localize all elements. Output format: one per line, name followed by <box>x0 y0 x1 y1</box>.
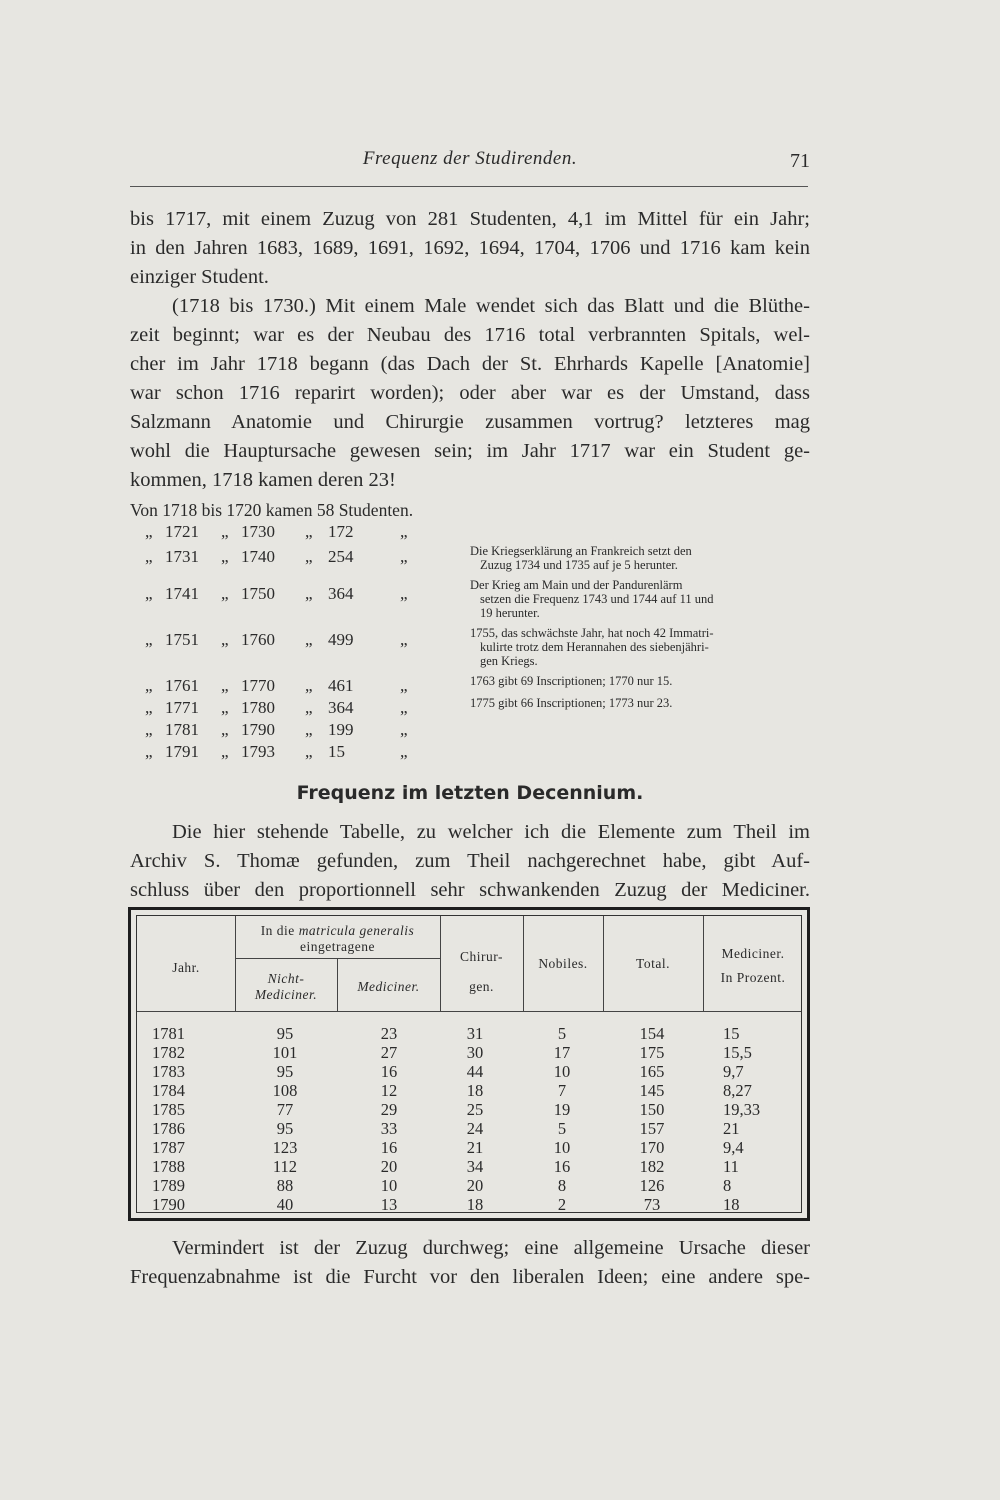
ditto-mark: „ <box>145 698 153 717</box>
student-count: 254 <box>328 547 354 566</box>
ditto-mark: „ <box>400 630 408 649</box>
cell-total: 73 <box>643 1195 661 1214</box>
frequency-intro: Von 1718 bis 1720 kamen 58 Studenten. <box>130 500 414 520</box>
frequency-table <box>128 907 810 1221</box>
ditto-mark: „ <box>400 522 408 541</box>
cell-total: 170 <box>639 1138 665 1157</box>
cell-nicht-mediciner: 123 <box>272 1138 298 1157</box>
cell-mediciner: 23 <box>380 1024 398 1043</box>
cell-prozent: 8,27 <box>723 1081 752 1100</box>
ditto-mark: „ <box>145 584 153 603</box>
cell-total: 126 <box>639 1176 665 1195</box>
year-to: 1750 <box>241 584 275 603</box>
cell-year: 1787 <box>152 1138 185 1157</box>
cell-mediciner: 12 <box>380 1081 398 1100</box>
running-head <box>130 148 810 178</box>
student-count: 15 <box>328 742 345 761</box>
margin-note <box>470 626 810 668</box>
note-line: Zuzug 1734 und 1735 auf je 5 herunter. <box>480 558 678 572</box>
text-line: cher im Jahr 1718 begann (das Dach der St. Ehrhards Kapelle [Anatomie] <box>130 353 810 375</box>
text-line: schluss über den proportionnell sehr schwankenden Zuzug der Mediciner. <box>130 879 810 901</box>
header-bottom-rule <box>137 1011 801 1012</box>
ditto-mark: „ <box>400 698 408 717</box>
paragraph-2 <box>130 292 810 495</box>
ditto-mark: „ <box>305 522 313 541</box>
year-to: 1793 <box>241 742 275 761</box>
ditto-mark: „ <box>305 720 313 739</box>
cell-chirurgen: 30 <box>466 1043 484 1062</box>
cell-year: 1785 <box>152 1100 185 1119</box>
cell-prozent: 15 <box>723 1024 740 1043</box>
ditto-mark: „ <box>221 742 229 761</box>
header-nicht-2: Mediciner. <box>254 987 318 1002</box>
ditto-mark: „ <box>305 630 313 649</box>
cell-nobiles: 17 <box>553 1043 571 1062</box>
cell-nobiles: 19 <box>553 1100 571 1119</box>
table-row <box>137 1100 801 1119</box>
cell-mediciner: 27 <box>380 1043 398 1062</box>
cell-chirurgen: 44 <box>466 1062 484 1081</box>
header-matricula-italic: matricula generalis <box>298 923 415 938</box>
cell-nicht-mediciner: 88 <box>276 1176 294 1195</box>
cell-prozent: 19,33 <box>723 1100 761 1119</box>
year-from: 1771 <box>165 698 199 717</box>
ditto-mark: „ <box>145 522 153 541</box>
cell-nobiles: 16 <box>553 1157 571 1176</box>
header-nicht-mediciner <box>235 971 337 1003</box>
cell-nicht-mediciner: 108 <box>272 1081 298 1100</box>
cell-year: 1788 <box>152 1157 185 1176</box>
year-to: 1770 <box>241 676 275 695</box>
margin-note <box>470 578 810 620</box>
header-chirurgen <box>440 942 523 1002</box>
year-from: 1741 <box>165 584 199 603</box>
cell-nicht-mediciner: 95 <box>276 1119 294 1138</box>
text-line: in den Jahren 1683, 1689, 1691, 1692, 1694, 1704, 1706 und 1716 kam kein <box>130 237 810 259</box>
ditto-mark: „ <box>400 742 408 761</box>
cell-prozent: 8 <box>723 1176 732 1195</box>
cell-year: 1789 <box>152 1176 185 1195</box>
cell-chirurgen: 25 <box>466 1100 484 1119</box>
ditto-mark: „ <box>305 584 313 603</box>
ditto-mark: „ <box>221 630 229 649</box>
cell-year: 1783 <box>152 1062 185 1081</box>
paragraph-4 <box>130 1234 810 1292</box>
year-to: 1730 <box>241 522 275 541</box>
ditto-mark: „ <box>400 676 408 695</box>
cell-prozent: 9,7 <box>723 1062 744 1081</box>
cell-nobiles: 10 <box>553 1062 571 1081</box>
cell-total: 165 <box>639 1062 665 1081</box>
header-matricula <box>235 923 440 955</box>
header-pct-2: In Prozent. <box>720 970 786 985</box>
cell-nicht-mediciner: 95 <box>276 1062 294 1081</box>
year-to: 1790 <box>241 720 275 739</box>
ditto-mark: „ <box>305 742 313 761</box>
cell-year: 1784 <box>152 1081 185 1100</box>
header-matricula-pre: In die <box>260 923 295 938</box>
ditto-mark: „ <box>305 547 313 566</box>
ditto-mark: „ <box>221 676 229 695</box>
ditto-mark: „ <box>400 584 408 603</box>
margin-note <box>470 544 810 572</box>
ditto-mark: „ <box>305 676 313 695</box>
year-from: 1781 <box>165 720 199 739</box>
text-line: (1718 bis 1730.) Mit einem Male wendet sich das Blatt und die Blüthe- <box>172 295 810 317</box>
text-line: wohl die Hauptursache gewesen sein; im Jahr 1717 war ein Student ge- <box>130 440 810 462</box>
cell-total: 182 <box>639 1157 665 1176</box>
student-count: 364 <box>328 698 354 717</box>
ditto-mark: „ <box>221 547 229 566</box>
note-line: 1763 gibt 69 Inscriptionen; 1770 nur 15. <box>470 674 673 688</box>
cell-prozent: 11 <box>723 1157 739 1176</box>
ditto-mark: „ <box>145 630 153 649</box>
year-from: 1731 <box>165 547 199 566</box>
cell-mediciner: 16 <box>380 1138 398 1157</box>
cell-year: 1781 <box>152 1024 185 1043</box>
ditto-mark: „ <box>400 547 408 566</box>
header-rule <box>130 186 808 187</box>
text-line: Vermindert ist der Zuzug durchweg; eine allgemeine Ursache dieser <box>172 1237 810 1259</box>
cell-chirurgen: 18 <box>466 1081 484 1100</box>
cell-nobiles: 2 <box>557 1195 567 1214</box>
page-number: 71 <box>790 150 810 172</box>
table-row <box>137 1176 801 1195</box>
note-line: gen Kriegs. <box>480 654 538 668</box>
cell-nobiles: 8 <box>557 1176 567 1195</box>
student-count: 172 <box>328 522 354 541</box>
text-line: einziger Student. <box>130 266 269 288</box>
table-row <box>137 1043 801 1062</box>
note-line: setzen die Frequenz 1743 und 1744 auf 11 und <box>480 592 714 606</box>
cell-chirurgen: 18 <box>466 1195 484 1214</box>
table-row <box>137 1138 801 1157</box>
year-from: 1791 <box>165 742 199 761</box>
text-line: war schon 1716 reparirt worden); oder aber war es der Umstand, dass <box>130 382 810 404</box>
text-line: zeit beginnt; war es der Neubau des 1716 total verbrannten Spitals, wel- <box>130 324 810 346</box>
paragraph-1 <box>130 205 810 292</box>
ditto-mark: „ <box>145 547 153 566</box>
cell-prozent: 15,5 <box>723 1043 752 1062</box>
ditto-mark: „ <box>145 742 153 761</box>
ditto-mark: „ <box>305 698 313 717</box>
cell-chirurgen: 31 <box>466 1024 484 1043</box>
cell-chirurgen: 34 <box>466 1157 484 1176</box>
cell-nicht-mediciner: 112 <box>272 1157 298 1176</box>
text-line: bis 1717, mit einem Zuzug von 281 Studenten, 4,1 im Mittel für ein Jahr; <box>130 208 810 230</box>
year-from: 1761 <box>165 676 199 695</box>
cell-total: 145 <box>639 1081 665 1100</box>
cell-mediciner: 33 <box>380 1119 398 1138</box>
cell-year: 1786 <box>152 1119 185 1138</box>
cell-chirurgen: 20 <box>466 1176 484 1195</box>
ditto-mark: „ <box>221 720 229 739</box>
student-count: 499 <box>328 630 354 649</box>
cell-mediciner: 16 <box>380 1062 398 1081</box>
text-line: Frequenzabnahme ist die Furcht vor den liberalen Ideen; eine andere spe- <box>130 1266 810 1288</box>
note-line: 19 herunter. <box>480 606 540 620</box>
ditto-mark: „ <box>221 584 229 603</box>
cell-year: 1790 <box>152 1195 185 1214</box>
header-matricula-post: eingetragene <box>300 939 375 954</box>
cell-chirurgen: 21 <box>466 1138 484 1157</box>
cell-total: 154 <box>639 1024 665 1043</box>
header-chirurgen-1: Chirur- <box>460 949 503 964</box>
ditto-mark: „ <box>221 698 229 717</box>
header-chirurgen-2: gen. <box>469 979 494 994</box>
paragraph-3 <box>130 818 810 905</box>
cell-prozent: 21 <box>723 1119 740 1138</box>
table-row <box>137 1062 801 1081</box>
cell-nobiles: 5 <box>557 1024 567 1043</box>
ditto-mark: „ <box>145 676 153 695</box>
cell-prozent: 9,4 <box>723 1138 744 1157</box>
note-line: kulirte trotz dem Herannahen des siebenjähri- <box>480 640 709 654</box>
text-line: Archiv S. Thomæ gefunden, zum Theil nachgerechnet habe, gibt Auf- <box>130 850 810 872</box>
text-line: kommen, 1718 kamen deren 23! <box>130 469 396 491</box>
text-line: Die hier stehende Tabelle, zu welcher ich die Elemente zum Theil im <box>172 821 810 843</box>
cell-chirurgen: 24 <box>466 1119 484 1138</box>
header-mediciner-text: Mediciner. <box>357 979 420 994</box>
header-mediciner <box>337 979 440 995</box>
note-line: Die Kriegserklärung an Frankreich setzt den <box>470 544 692 558</box>
year-from: 1721 <box>165 522 199 541</box>
cell-mediciner: 29 <box>380 1100 398 1119</box>
cell-nobiles: 10 <box>553 1138 571 1157</box>
text-line: Salzmann Anatomie und Chirurgie zusammen vortrug? letzteres mag <box>130 411 810 433</box>
cell-total: 175 <box>639 1043 665 1062</box>
cell-year: 1782 <box>152 1043 185 1062</box>
table-row <box>137 1195 801 1214</box>
note-line: Der Krieg am Main und der Pandurenlärm <box>470 578 683 592</box>
table-inner-border <box>136 915 802 1213</box>
note-line: 1755, das schwächste Jahr, hat noch 42 Immatri- <box>470 626 714 640</box>
student-count: 199 <box>328 720 354 739</box>
year-to: 1740 <box>241 547 275 566</box>
section-heading: Frequenz im letzten Decennium. <box>296 782 644 804</box>
header-prozent <box>703 942 803 990</box>
cell-mediciner: 20 <box>380 1157 398 1176</box>
header-total: Total. <box>636 956 670 971</box>
header-subdivider <box>235 958 440 959</box>
cell-prozent: 18 <box>723 1195 740 1214</box>
year-to: 1760 <box>241 630 275 649</box>
table-row <box>137 1119 801 1138</box>
cell-nobiles: 5 <box>557 1119 567 1138</box>
cell-mediciner: 13 <box>380 1195 398 1214</box>
table-row <box>137 1024 801 1043</box>
cell-nobiles: 7 <box>557 1081 567 1100</box>
cell-nicht-mediciner: 40 <box>276 1195 294 1214</box>
header-year: Jahr. <box>172 960 200 975</box>
year-to: 1780 <box>241 698 275 717</box>
running-title: Frequenz der Studirenden. <box>362 148 578 169</box>
cell-nicht-mediciner: 77 <box>276 1100 294 1119</box>
ditto-mark: „ <box>221 522 229 541</box>
cell-total: 150 <box>639 1100 665 1119</box>
year-from: 1751 <box>165 630 199 649</box>
margin-note <box>470 696 810 710</box>
margin-note <box>470 674 810 688</box>
note-line: 1775 gibt 66 Inscriptionen; 1773 nur 23. <box>470 696 673 710</box>
header-nicht-1: Nicht- <box>267 971 305 986</box>
header-pct-1: Mediciner. <box>721 946 785 961</box>
student-count: 461 <box>328 676 354 695</box>
ditto-mark: „ <box>145 720 153 739</box>
cell-total: 157 <box>639 1119 665 1138</box>
header-nobiles: Nobiles. <box>538 956 588 971</box>
ditto-mark: „ <box>400 720 408 739</box>
cell-nicht-mediciner: 95 <box>276 1024 294 1043</box>
student-count: 364 <box>328 584 354 603</box>
cell-mediciner: 10 <box>380 1176 398 1195</box>
table-row <box>137 1157 801 1176</box>
cell-nicht-mediciner: 101 <box>272 1043 298 1062</box>
table-row <box>137 1081 801 1100</box>
